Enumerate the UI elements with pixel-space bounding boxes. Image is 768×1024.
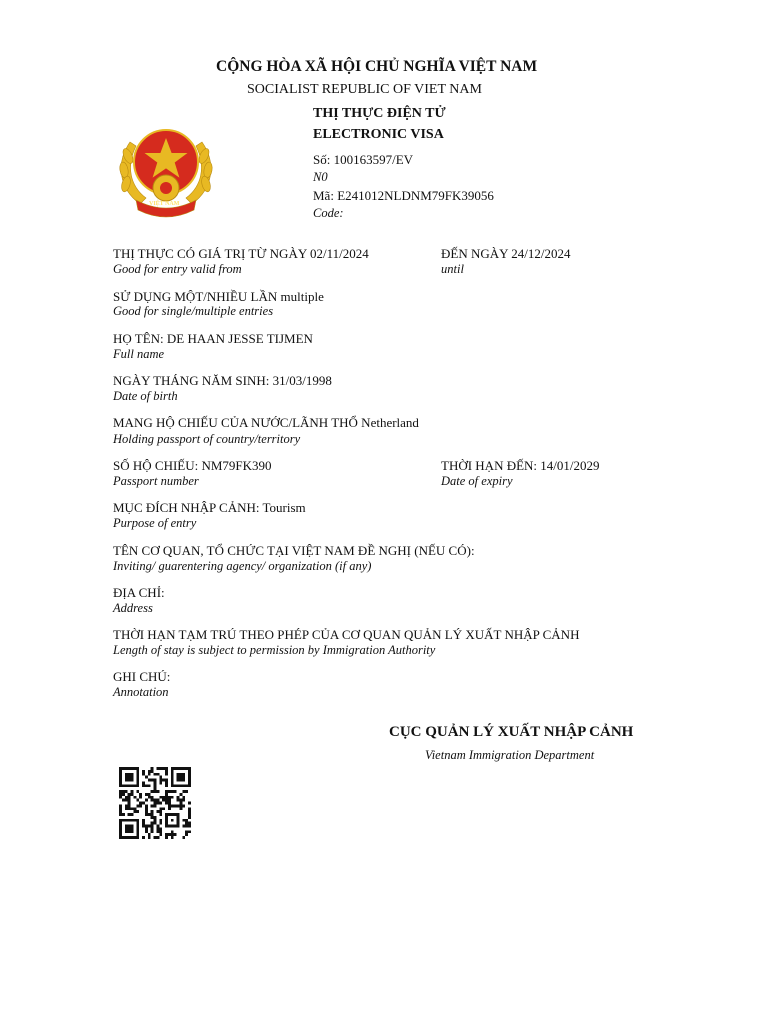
visa-code: Mã: E241012NLDNM79FK39056 — [313, 188, 494, 203]
qr-code-icon — [117, 767, 193, 839]
annotation: GHI CHÚ: — [113, 669, 171, 684]
valid-until: ĐẾN NGÀY 24/12/2024 — [441, 246, 571, 261]
purpose-of-entry-en: Purpose of entry — [113, 516, 197, 530]
authority-name-vi: CỤC QUẢN LÝ XUẤT NHẬP CẢNH — [389, 724, 634, 740]
visa-number: Số: 100163597/EV — [313, 152, 414, 167]
valid-from-en: Good for entry valid from — [113, 262, 242, 276]
length-of-stay-en: Length of stay is subject to permission by Immigration Authority — [113, 643, 436, 657]
address-en: Address — [113, 601, 153, 615]
visa-title-vi: THỊ THỰC ĐIỆN TỬ — [313, 106, 446, 121]
passport-country-en: Holding passport of country/territory — [113, 432, 301, 446]
full-name: HỌ TÊN: DE HAAN JESSE TIJMEN — [113, 331, 313, 346]
country-title-en: SOCIALIST REPUBLIC OF VIET NAM — [247, 82, 482, 97]
entries-en: Good for single/multiple entries — [113, 304, 274, 318]
authority-name-en: Vietnam Immigration Department — [425, 748, 595, 762]
purpose-of-entry: MỤC ĐÍCH NHẬP CẢNH: Tourism — [113, 500, 306, 515]
inviting-agency: TÊN CƠ QUAN, TỔ CHỨC TẠI VIỆT NAM ĐỀ NGHỊ (NẾU CÓ): — [113, 543, 475, 558]
annotation-en: Annotation — [113, 685, 169, 699]
emblem-banner-text: VIỆT NAM — [149, 201, 180, 207]
passport-number: SỐ HỘ CHIẾU: NM79FK390 — [113, 458, 272, 473]
date-of-birth-en: Date of birth — [113, 389, 178, 403]
passport-expiry-en: Date of expiry — [441, 474, 513, 488]
valid-from: THỊ THỰC CÓ GIÁ TRỊ TỪ NGÀY 02/11/2024 — [113, 246, 369, 261]
valid-until-en: until — [441, 262, 464, 276]
inviting-agency-en: Inviting/ guarentering agency/ organization (if any) — [113, 559, 372, 573]
visa-code-en-label: Code: — [313, 206, 344, 220]
address: ĐỊA CHỈ: — [113, 585, 165, 600]
passport-number-en: Passport number — [113, 474, 199, 488]
length-of-stay: THỜI HẠN TẠM TRÚ THEO PHÉP CỦA CƠ QUAN QUẢN LÝ XUẤT NHẬP CẢNH — [113, 627, 580, 642]
national-emblem-icon — [112, 122, 220, 218]
entries: SỬ DỤNG MỘT/NHIỀU LẦN multiple — [113, 289, 324, 304]
visa-number-en-label: N0 — [313, 170, 328, 184]
passport-country: MANG HỘ CHIẾU CỦA NƯỚC/LÃNH THỔ Netherland — [113, 415, 419, 430]
passport-expiry: THỜI HẠN ĐẾN: 14/01/2029 — [441, 458, 600, 473]
full-name-en: Full name — [113, 347, 165, 361]
visa-title-en: ELECTRONIC VISA — [313, 127, 444, 142]
date-of-birth: NGÀY THÁNG NĂM SINH: 31/03/1998 — [113, 373, 332, 388]
country-title-vi: CỘNG HÒA XÃ HỘI CHỦ NGHĨA VIỆT NAM — [216, 58, 538, 75]
